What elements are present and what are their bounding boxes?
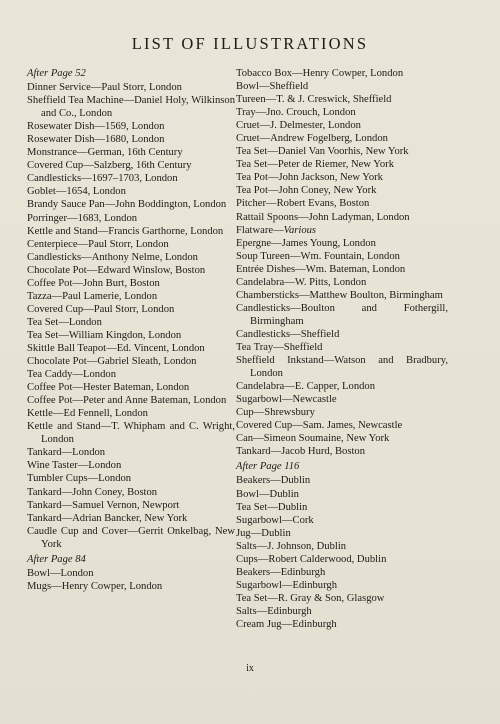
list-item: Tankard—Samuel Vernon, Newport: [27, 499, 180, 511]
list-item: Porringer—1683, London: [27, 212, 138, 224]
right-column: [236, 67, 448, 631]
list-item: Tea Set—Daniel Van Voorhis, New York: [236, 146, 409, 158]
list-item: Tazza—Paul Lamerie, London: [27, 290, 158, 302]
list-item: Sugarbowl—Edinburgh: [236, 579, 338, 591]
list-item-italic-value: Various: [283, 224, 317, 236]
list-item: Tobacco Box—Henry Cowper, London: [236, 68, 404, 79]
list-item: Tea Set—William Kingdon, London: [27, 329, 182, 341]
illustration-list: [236, 237, 448, 459]
list-item: Rosewater Dish—1680, London: [27, 134, 165, 146]
list-item: Chambersticks—Matthew Boulton, Birmingham: [236, 289, 443, 301]
list-item: Covered Cup—Paul Storr, London: [27, 303, 175, 315]
list-item: Chocolate Pot—Gabriel Sleath, London: [27, 356, 197, 368]
list-item: Beakers—Dublin: [236, 475, 311, 487]
list-item: Chocolate Pot—Edward Winslow, Boston: [27, 264, 206, 276]
illustration-list: [236, 474, 448, 631]
illustration-list: [236, 67, 448, 224]
list-item: Bowl—Sheffield: [236, 81, 309, 93]
section-heading: After Page 116: [236, 461, 300, 473]
list-item: Tea Set—Dublin: [236, 501, 308, 513]
list-item: Cream Jug—Edinburgh: [236, 618, 337, 630]
list-item: Pitcher—Robert Evans, Boston: [236, 198, 370, 210]
list-item: Tea Set—London: [27, 316, 102, 328]
list-item: Entrée Dishes—Wm. Bateman, London: [236, 263, 406, 275]
list-item: Tankard—London: [27, 447, 106, 459]
section-heading: After Page 84: [27, 553, 86, 565]
list-item: Beakers—Edinburgh: [236, 566, 326, 578]
list-item: Kettle and Stand—T. Whipham and C. Wright, London: [27, 421, 235, 446]
list-item: Tumbler Cups—London: [27, 473, 132, 485]
list-item: Tea Pot—John Coney, New York: [236, 185, 377, 197]
list-item: Covered Cup—Sam. James, Newcastle: [236, 420, 403, 432]
list-item: Tureen—T. & J. Creswick, Sheffield: [236, 94, 392, 106]
list-item: Salts—Edinburgh: [236, 605, 312, 617]
list-item: Mugs—Henry Cowper, London: [27, 580, 163, 592]
list-item: Tea Tray—Sheffield: [236, 341, 323, 353]
list-item: Sheffield Inkstand—Watson and Bradbury, London: [236, 355, 448, 380]
list-item-label: Flatware—: [236, 224, 284, 236]
list-item: Jug—Dublin: [236, 527, 291, 539]
list-item: Centerpiece—Paul Storr, London: [27, 238, 169, 250]
list-item: Candlesticks—Sheffield: [236, 328, 340, 340]
list-item: Skittle Ball Teapot—Ed. Vincent, London: [27, 342, 205, 354]
list-item: Sheffield Tea Machine—Daniel Holy, Wilkinson and Co., London: [27, 95, 235, 120]
list-item: Dinner Service—Paul Storr, London: [27, 82, 182, 94]
list-item: Can—Simeon Soumaine, New York: [236, 433, 390, 445]
section-heading: After Page 52: [27, 68, 86, 79]
list-item: Goblet—1654, London: [27, 186, 126, 198]
list-item: Epergne—James Young, London: [236, 237, 376, 249]
list-item: Candelabra—W. Pitts, London: [236, 276, 367, 288]
list-item: Bowl—Dublin: [236, 488, 299, 500]
list-item: Cruet—J. Delmester, London: [236, 120, 361, 132]
list-item: Tankard—Adrian Bancker, New York: [27, 512, 188, 524]
list-item: Kettle and Stand—Francis Garthorne, London: [27, 225, 224, 237]
list-item: Candlesticks—Anthony Nelme, London: [27, 251, 198, 263]
list-item: Coffee Pot—Peter and Anne Bateman, London: [27, 395, 227, 407]
list-item: Soup Tureen—Wm. Fountain, London: [236, 250, 400, 262]
list-item: Rosewater Dish—1569, London: [27, 121, 165, 133]
page-title: LIST OF ILLUSTRATIONS: [131, 34, 369, 53]
list-item: Caudle Cup and Cover—Gerrit Onkelbag, New York: [27, 525, 235, 550]
list-item: Coffee Pot—Hester Bateman, London: [27, 382, 190, 394]
list-item: [236, 224, 448, 237]
list-item: Candlesticks—1697–1703, London: [27, 173, 178, 185]
list-item: Tea Set—Peter de Riemer, New York: [236, 159, 394, 171]
list-item: Cups—Robert Calderwood, Dublin: [236, 553, 387, 565]
page-number: ix: [246, 663, 254, 674]
illustration-list: [27, 567, 235, 593]
left-column: [27, 67, 235, 593]
list-item: Tankard—John Coney, Boston: [27, 486, 158, 498]
list-item: Salts—J. Johnson, Dublin: [236, 540, 347, 552]
list-item: Brandy Sauce Pan—John Boddington, London: [27, 199, 227, 211]
list-item: Cruet—Andrew Fogelberg, London: [236, 133, 388, 145]
list-item: Wine Taster—London: [27, 460, 122, 472]
list-item: Cup—Shrewsbury: [236, 407, 315, 419]
list-item: Tray—Jno. Crouch, London: [236, 107, 356, 119]
list-item: Tea Set—R. Gray & Son, Glasgow: [236, 592, 385, 604]
list-item: Covered Cup—Salzberg, 16th Century: [27, 160, 192, 172]
list-item: Monstrance—German, 16th Century: [27, 147, 183, 159]
list-item: Bowl—London: [27, 567, 94, 579]
list-item: Candelabra—E. Capper, London: [236, 381, 376, 393]
illustration-list: [27, 81, 235, 551]
list-item: Candlesticks—Boulton and Fothergill, Birmingham: [236, 302, 448, 327]
list-item: Sugarbowl—Cork: [236, 514, 314, 526]
list-item: Tea Caddy—London: [27, 369, 116, 381]
list-item: Sugarbowl—Newcastle: [236, 394, 337, 406]
list-item: Tankard—Jacob Hurd, Boston: [236, 446, 366, 458]
list-item: Kettle—Ed Fennell, London: [27, 408, 148, 420]
list-item: Rattail Spoons—John Ladyman, London: [236, 211, 410, 223]
list-item: Coffee Pot—John Burt, Boston: [27, 277, 160, 289]
list-item: Tea Pot—John Jackson, New York: [236, 172, 383, 184]
